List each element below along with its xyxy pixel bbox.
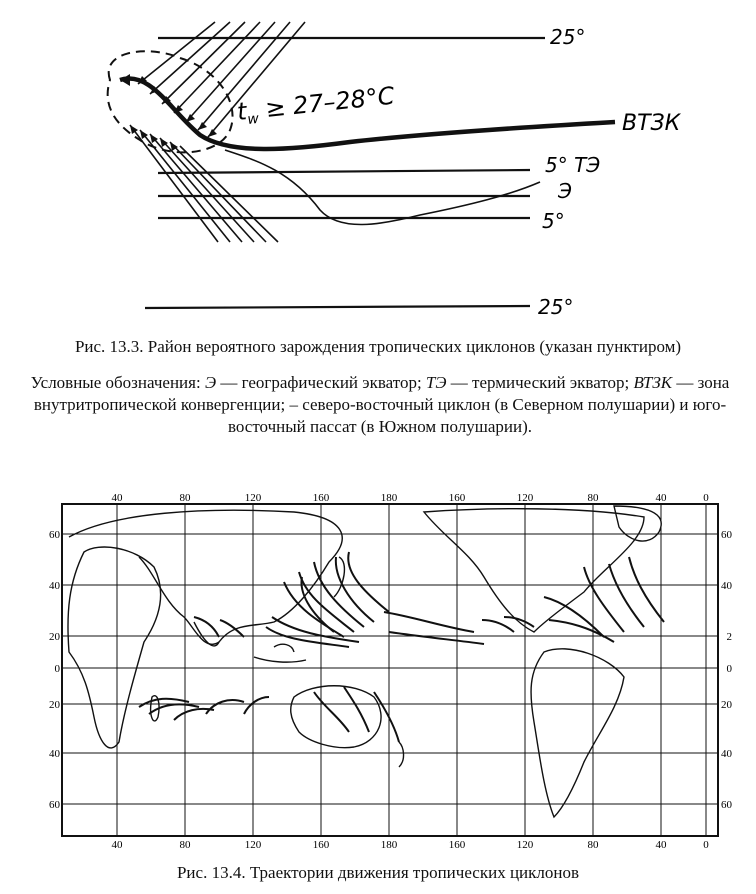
- right-axis-label: 40: [721, 580, 732, 592]
- top-axis-label: 120: [244, 492, 262, 504]
- left-axis-label: 0: [54, 663, 60, 675]
- cyclone-tracks-map: [44, 492, 736, 852]
- label-thermal-equator: 5° ТЭ: [545, 153, 601, 177]
- right-axis-label: 40: [721, 748, 732, 760]
- left-axis-label: 60: [49, 799, 60, 811]
- top-axis-label: 120: [516, 492, 534, 504]
- right-axis-label: 20: [721, 699, 732, 711]
- map-frame: [62, 504, 718, 836]
- bot-axis-label: 120: [244, 839, 262, 851]
- left-axis-label: 20: [49, 631, 60, 643]
- left-axis-label: 40: [49, 580, 60, 592]
- itcz-schematic-figure: [90, 10, 710, 320]
- top-axis-label: 180: [380, 492, 398, 504]
- left-axis-label: 20: [49, 699, 60, 711]
- geographic-equator-line: [225, 150, 540, 225]
- top-axis-label: 0: [703, 492, 709, 504]
- right-axis-label: 60: [721, 529, 732, 541]
- top-axis-label: 80: [587, 492, 599, 504]
- bottom-longitude-labels: [112, 839, 710, 851]
- legend-text: Условные обозначения: Э — географический экватор; ТЭ — термический экватор; ВТЗК — зона внутритропической конвергенции; – северо-восточный циклон (в Северном полушарии) и юго-восточный пассат (в Южном полушарии).: [30, 373, 730, 436]
- top-axis-label: 80: [179, 492, 191, 504]
- label-geographic-equator: Э: [558, 179, 572, 203]
- bot-axis-label: 40: [655, 839, 667, 851]
- top-axis-label: 40: [655, 492, 667, 504]
- right-axis-label: 60: [721, 799, 732, 811]
- right-axis-label: 0: [726, 663, 732, 675]
- label-5s: 5°: [542, 209, 565, 233]
- label-itcz: ВТЗК: [622, 111, 681, 136]
- top-axis-label: 160: [448, 492, 466, 504]
- figure-13-3-caption: Рис. 13.3. Район вероятного зарождения тропических циклонов (указан пунктиром): [74, 337, 682, 356]
- label-water-temperature: $t_w \ge 27-28^\circ C$: [235, 81, 396, 128]
- bot-axis-label: 180: [380, 839, 398, 851]
- right-latitude-labels: [721, 529, 733, 811]
- bot-axis-label: 0: [703, 839, 709, 851]
- bot-axis-label: 160: [448, 839, 466, 851]
- bot-axis-label: 80: [179, 839, 191, 851]
- right-axis-label: 2: [726, 631, 732, 643]
- lat-line-5n-thermal: [158, 170, 530, 173]
- left-axis-label: 40: [49, 748, 60, 760]
- bot-axis-label: 80: [587, 839, 599, 851]
- bot-axis-label: 160: [312, 839, 330, 851]
- top-axis-label: 160: [312, 492, 330, 504]
- label-25s: 25°: [538, 295, 574, 319]
- figure-13-4-caption: Рис. 13.4. Траектории движения тропических циклонов: [176, 863, 580, 882]
- left-axis-label: 60: [49, 529, 60, 541]
- top-longitude-labels: [112, 492, 710, 504]
- top-axis-label: 40: [111, 492, 123, 504]
- left-latitude-labels: [49, 529, 61, 811]
- bot-axis-label: 120: [516, 839, 534, 851]
- bot-axis-label: 40: [111, 839, 123, 851]
- label-25n: 25°: [550, 25, 586, 49]
- lat-line-25s: [145, 306, 530, 308]
